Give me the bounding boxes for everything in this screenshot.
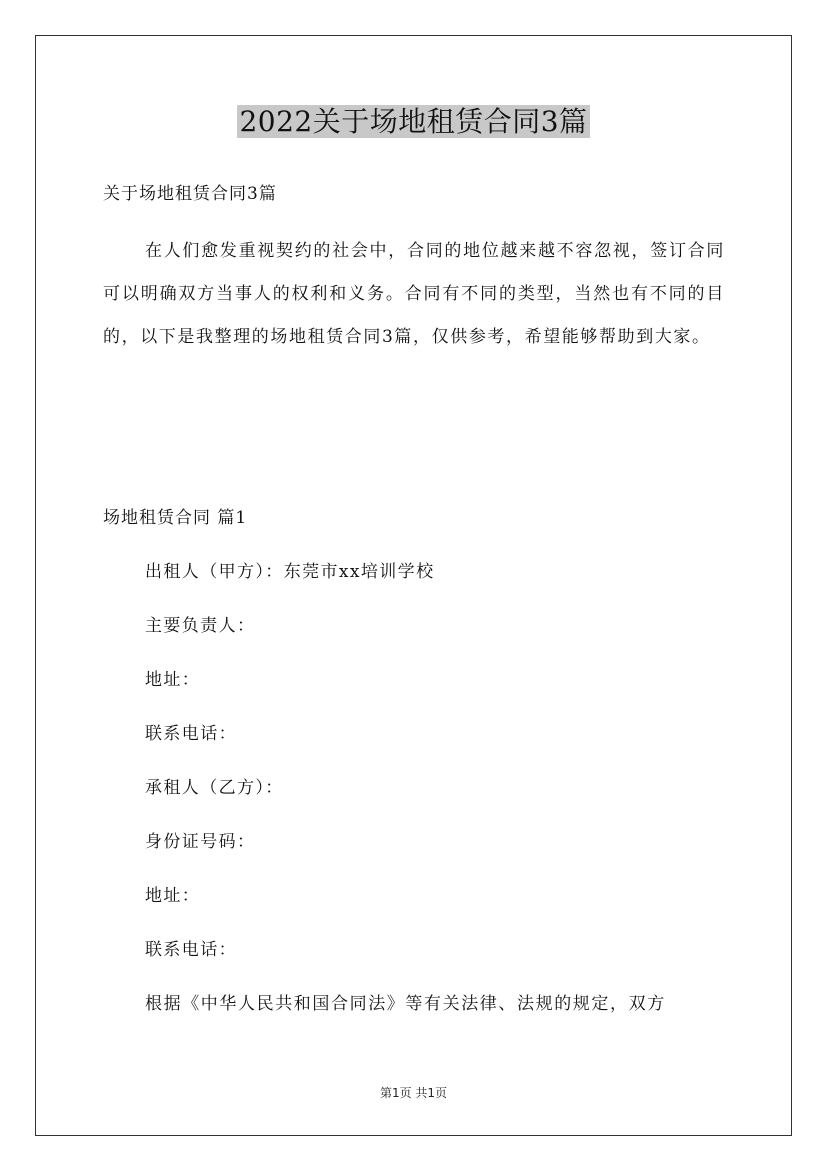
field-lessor-phone: 联系电话： — [145, 724, 237, 744]
field-lessor: 出租人（甲方）：东莞市xx培训学校 — [145, 562, 435, 582]
field-lessee-address: 地址： — [145, 886, 201, 906]
body-paragraph-start: 根据《中华人民共和国合同法》等有关法律、法规的规定，双方 — [145, 994, 666, 1014]
field-lessee-id-number: 身份证号码： — [145, 832, 256, 852]
field-lessor-address: 地址： — [145, 670, 201, 690]
field-lessee: 承租人（乙方）： — [145, 778, 284, 798]
document-title — [0, 100, 827, 144]
document-title-text: 2022关于场地租赁合同3篇 — [239, 105, 588, 138]
document-subtitle: 关于场地租赁合同3篇 — [103, 184, 277, 204]
field-lessee-phone: 联系电话： — [145, 940, 237, 960]
intro-paragraph: 在人们愈发重视契约的社会中，合同的地位越来越不容忽视，签订合同可以明确双方当事人的权利和义务。合同有不同的类型，当然也有不同的目的，以下是我整理的场地租赁合同3篇，仅供参考，希望能够帮助到大家。 — [103, 241, 725, 347]
field-lessor-principal: 主要负责人： — [145, 616, 256, 636]
page-footer: 第1页 共1页 — [379, 1086, 448, 1100]
section-heading: 场地租赁合同 篇1 — [103, 508, 248, 528]
